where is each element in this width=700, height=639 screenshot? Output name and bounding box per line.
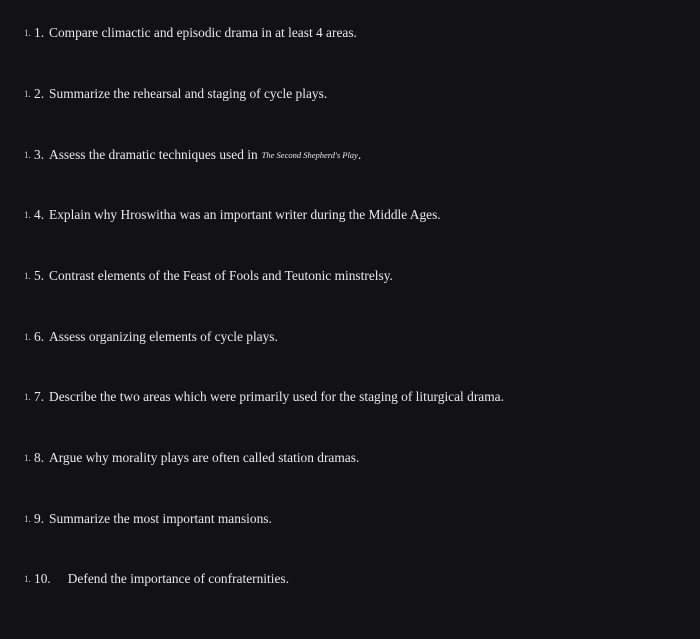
list-marker: 1.: [24, 453, 31, 463]
question-number: 4.: [34, 207, 45, 222]
question-text: Argue why morality plays are often called station dramas.: [49, 450, 360, 465]
question-text: Defend the importance of confraternities.: [67, 571, 289, 586]
question-number: 3.: [34, 147, 45, 162]
list-item: [24, 84, 327, 104]
list-item: [24, 266, 393, 286]
list-marker: 1.: [24, 332, 31, 342]
question-number: 5.: [34, 268, 45, 283]
list-marker: 1.: [24, 28, 31, 38]
question-number: 2.: [34, 86, 45, 101]
question-number: 7.: [34, 389, 45, 404]
list-item: [24, 509, 272, 529]
list-item: [24, 145, 361, 165]
list-marker: 1.: [24, 210, 31, 220]
list-marker: 1.: [24, 574, 31, 584]
question-number: 8.: [34, 450, 45, 465]
question-text: Summarize the rehearsal and staging of cycle plays.: [49, 86, 328, 101]
question-text: Compare climactic and episodic drama in at least 4 areas.: [49, 25, 357, 40]
question-text: Assess organizing elements of cycle plays.: [49, 329, 278, 344]
question-text: Assess the dramatic techniques used in: [49, 147, 258, 162]
question-number: 10.: [34, 571, 51, 586]
question-text: Describe the two areas which were primarily used for the staging of liturgical drama.: [49, 389, 504, 404]
question-text: Summarize the most important mansions.: [49, 511, 272, 526]
question-number: 1.: [34, 25, 45, 40]
question-text: Explain why Hroswitha was an important writer during the Middle Ages.: [49, 207, 441, 222]
sentence-end: .: [357, 147, 362, 162]
list-item: [24, 387, 504, 407]
list-marker: 1.: [24, 150, 31, 160]
list-item: [24, 205, 441, 225]
list-item: [24, 327, 278, 347]
list-marker: 1.: [24, 89, 31, 99]
list-item: [24, 569, 289, 589]
list-item: [24, 448, 359, 468]
question-number: 6.: [34, 329, 45, 344]
play-title: The Second Shepherd's Play: [261, 150, 358, 160]
question-text: Contrast elements of the Feast of Fools and Teutonic minstrelsy.: [49, 268, 393, 283]
list-marker: 1.: [24, 392, 31, 402]
list-marker: 1.: [24, 271, 31, 281]
question-number: 9.: [34, 511, 45, 526]
list-marker: 1.: [24, 514, 31, 524]
list-item: [24, 23, 357, 43]
